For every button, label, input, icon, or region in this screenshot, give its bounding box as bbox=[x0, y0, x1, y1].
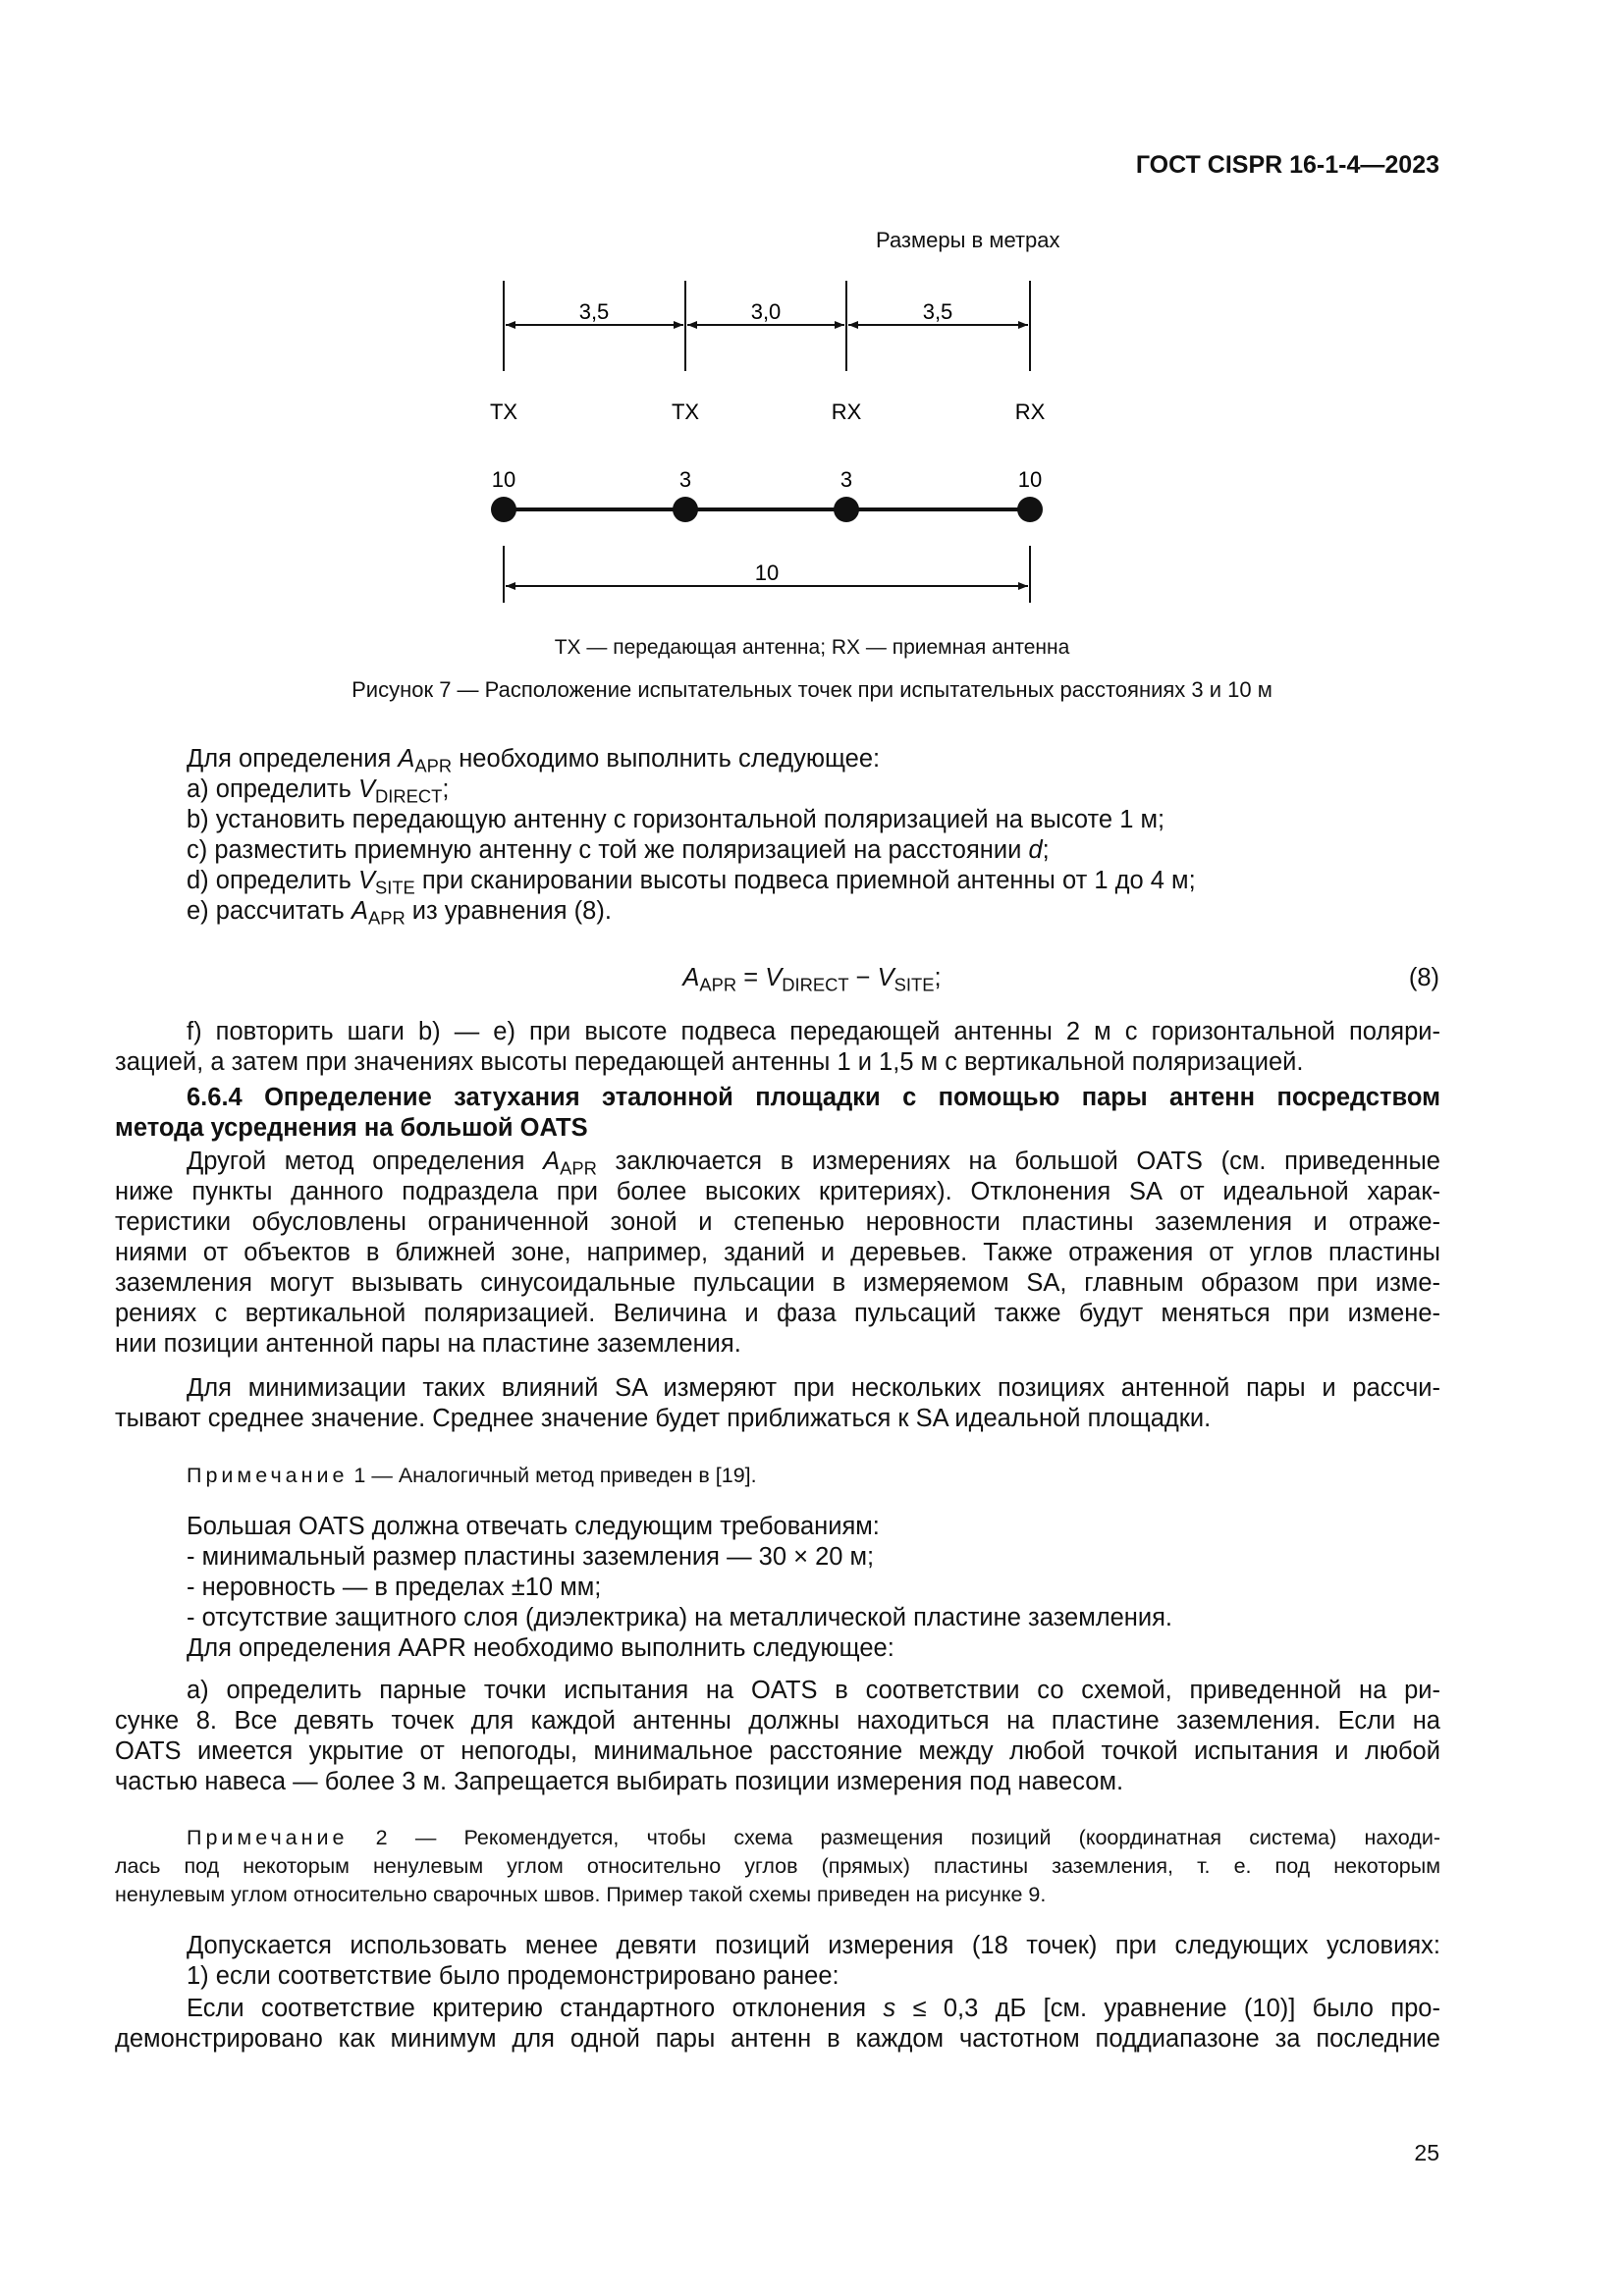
note-1: Примечание 1 — Аналогичный метод приведен в [19]. bbox=[187, 1464, 757, 1487]
para1-line3: теристики обусловлены ограниченной зоной и степенью неровности пластины заземления и отраже- bbox=[115, 1208, 1440, 1236]
para2-line2: тывают среднее значение. Среднее значение будет приближаться к SA идеальной площадки. bbox=[115, 1405, 1212, 1432]
para1-line6: рениях с вертикальной поляризацией. Величина и фаза пульсаций также будут меняться при измене- bbox=[115, 1300, 1440, 1327]
figure-legend: TX — передающая антенна; RX — приемная антенна bbox=[554, 636, 1070, 659]
requirement-3: - отсутствие защитного слоя (диэлектрика) на металлической пластине заземления. bbox=[187, 1604, 1173, 1631]
distance-label-1: 10 bbox=[491, 467, 516, 492]
note-2-line3: ненулевым углом относительно сварочных швов. Пример такой схемы приведен на рисунке 9. bbox=[115, 1883, 1047, 1906]
step-a: а) определить $V_{DIRECT}$; bbox=[187, 775, 450, 807]
equation-number: (8) bbox=[1408, 964, 1439, 991]
antenna-role-3: RX bbox=[831, 400, 862, 424]
step-f-line1: f) повторить шаги b) — e) при высоте подвеса передающей антенны 2 м с горизонтальной поляри- bbox=[187, 1018, 1440, 1045]
para3-line1: Допускается использовать менее девяти позиций измерения (18 точек) при следующих условиях: bbox=[187, 1932, 1440, 1959]
para3-line2: 1) если соответствие было продемонстрировано ранее: bbox=[187, 1962, 839, 1990]
intro-line: Для определения $A_{APR}$ необходимо выполнить следующее: bbox=[187, 745, 881, 776]
antenna-role-1: TX bbox=[489, 400, 518, 424]
para4-line1: Если соответствие критерию стандартного отклонения s ≤ 0,3 дБ [см. уравнение (10)] было про- bbox=[187, 1995, 1440, 2022]
figure-units-note: Размеры в метрах bbox=[876, 228, 1060, 252]
requirement-2: - неровность — в пределах ±10 мм; bbox=[187, 1574, 602, 1601]
step-b: b) установить передающую антенну с горизонтальной поляризацией на высоте 1 м; bbox=[187, 806, 1165, 833]
para1-line1: Другой метод определения $A_{APR}$ заключается в измерениях на большой OATS (см. приведенные bbox=[187, 1148, 1440, 1179]
step-e: е) рассчитать $A_{APR}$ из уравнения (8). bbox=[187, 897, 612, 929]
dimension-label-1: 3,5 bbox=[578, 299, 610, 324]
section-heading-line1: 6.6.4 Определение затухания эталонной площадки с помощью пары антенн посредством bbox=[187, 1084, 1440, 1111]
figure-caption: Рисунок 7 — Расположение испытательных точек при испытательных расстояниях 3 и 10 м bbox=[352, 677, 1272, 702]
dimension-label-3: 3,5 bbox=[922, 299, 953, 324]
step-d: d) определить $V_{SITE}$ при сканировании высоты подвеса приемной антенны от 1 до 4 м; bbox=[187, 867, 1196, 898]
para2-line1: Для минимизации таких влияний SA измеряют при нескольких позициях антенной пары и рассчи- bbox=[187, 1374, 1440, 1402]
note-2-line2: лась под некоторым ненулевым углом относительно углов (прямых) пластины заземления, т. е. под некоторым bbox=[115, 1854, 1440, 1878]
test-point-1 bbox=[491, 497, 516, 522]
para1-line5: заземления могут вызывать синусоидальные пульсации в измеряемом SA, главным образом при изме- bbox=[115, 1269, 1440, 1297]
para1-line2: ниже пункты данного подраздела при более высоких критериях). Отклонения SA от идеальной харак- bbox=[115, 1178, 1440, 1205]
note-2-line1: Примечание 2 — Рекомендуется, чтобы схема размещения позиций (координатная система) находи- bbox=[187, 1826, 1440, 1849]
test-point-3 bbox=[834, 497, 859, 522]
step-c: c) разместить приемную антенну с той же поляризацией на расстоянии d; bbox=[187, 836, 1050, 864]
test-point-2 bbox=[673, 497, 698, 522]
distance-label-3: 3 bbox=[839, 467, 853, 492]
antenna-role-2: TX bbox=[671, 400, 700, 424]
para4-line2: демонстрировано как минимум для одной пары антенн в каждом частотном поддиапазоне за последние bbox=[115, 2025, 1440, 2053]
dimension-label-2: 3,0 bbox=[750, 299, 782, 324]
distance-label-4: 10 bbox=[1017, 467, 1043, 492]
section-heading-line2: метода усреднения на большой OATS bbox=[115, 1114, 588, 1142]
figure-7-diagram bbox=[0, 0, 1624, 687]
step-f-line2: зацией, а затем при значениях высоты передающей антенны 1 и 1,5 м с вертикальной поляризацией. bbox=[115, 1048, 1304, 1076]
step-a2-line1: а) определить парные точки испытания на OATS в соответствии со схемой, приведенной на ри- bbox=[187, 1677, 1440, 1704]
document-code: ГОСТ CISPR 16-1-4—2023 bbox=[1135, 151, 1439, 179]
requirement-1: - минимальный размер пластины заземления — 30 × 20 м; bbox=[187, 1543, 875, 1571]
step-a2-line3: OATS имеется укрытие от непогоды, минимальное расстояние между любой точкой испытания и любой bbox=[115, 1737, 1440, 1765]
equation-8: $A_{APR} = V_{DIRECT} - V_{SITE}$; bbox=[682, 964, 942, 995]
test-point-4 bbox=[1017, 497, 1043, 522]
step-a2-line4: частью навеса — более 3 м. Запрещается выбирать позиции измерения под навесом. bbox=[115, 1768, 1124, 1795]
aapr-intro: Для определения AAPR необходимо выполнить следующее: bbox=[187, 1634, 894, 1662]
requirements-intro: Большая OATS должна отвечать следующим требованиям: bbox=[187, 1513, 880, 1540]
page-number: 25 bbox=[1414, 2140, 1439, 2165]
antenna-role-4: RX bbox=[1014, 400, 1046, 424]
dimension-label-bottom: 10 bbox=[754, 561, 780, 585]
step-a2-line2: сунке 8. Все девять точек для каждой антенны должны находиться на пластине заземления. Если на bbox=[115, 1707, 1440, 1735]
para1-line7: нии позиции антенной пары на пластине заземления. bbox=[115, 1330, 741, 1358]
distance-label-2: 3 bbox=[678, 467, 692, 492]
para1-line4: ниями от объектов в ближней зоне, например, зданий и деревьев. Также отражения от углов пластины bbox=[115, 1239, 1440, 1266]
